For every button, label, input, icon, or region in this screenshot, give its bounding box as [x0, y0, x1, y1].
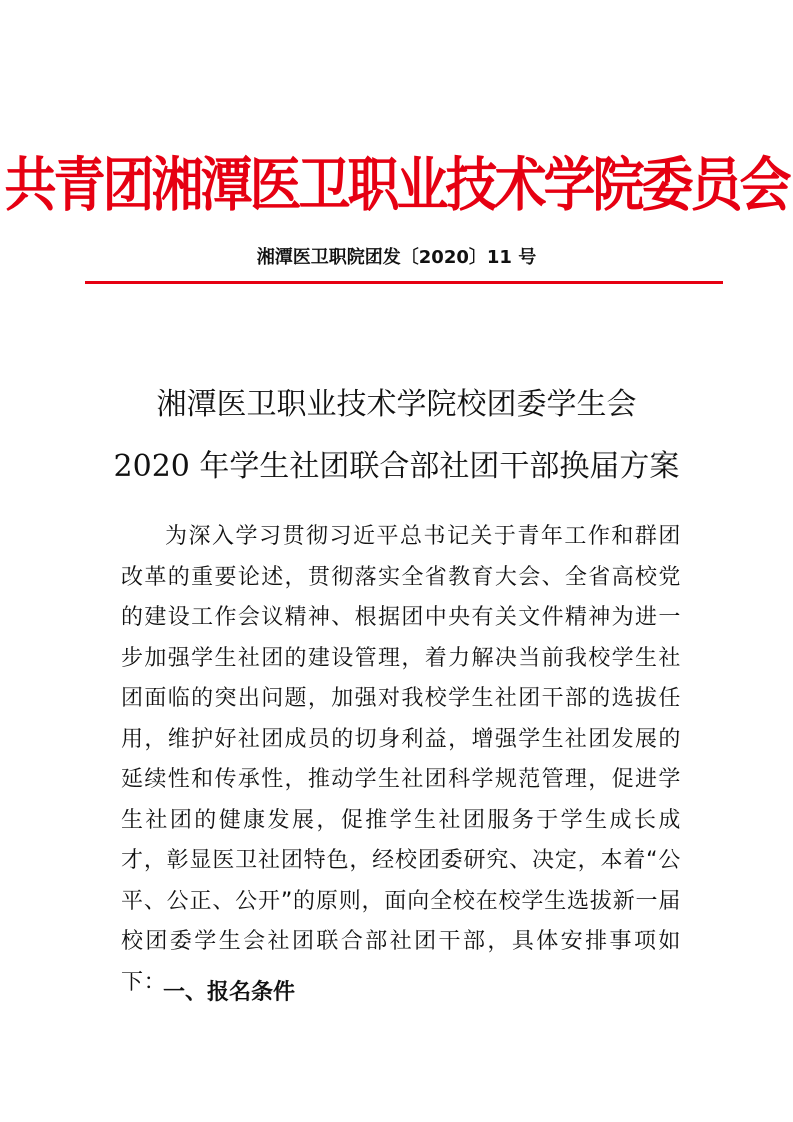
- document-number: 湘潭医卫职院团发〔2020〕11 号: [256, 247, 537, 268]
- body-paragraph: 为深入学习贯彻习近平总书记关于青年工作和群团改革的重要论述，贯彻落实全省教育大会、全省高校党的建设工作会议精神、根据团中央有关文件精神为进一步加强学生社团的建设管理，着力解决当前我校学生社团面临的突出问题，加强对我校学生社团干部的选拔任用，维护好社团成员的切身利益，增强学生社团发展的延续性和传承性，推动学生社团科学规范管理，促进学生社团的健康发展，促推学生社团服务于学生成长成才，彰显医卫社团特色，经校团委研究、决定，本着“公平、公正、公开”的原则，面向全校在校学生选拔新一届校团委学生会社团联合部社团干部，具体安排事项如下：: [121, 524, 681, 995]
- section-heading: 一、报名条件: [163, 980, 296, 1005]
- document-title-line-1: 湘潭医卫职业技术学院校团委学生会: [156, 387, 637, 422]
- document-title-line-2: 2020 年学生社团联合部社团干部换届方案: [113, 449, 680, 484]
- red-divider-line: [85, 281, 723, 284]
- organization-header: 共青团湘潭医卫职业技术学院委员会: [4, 152, 789, 220]
